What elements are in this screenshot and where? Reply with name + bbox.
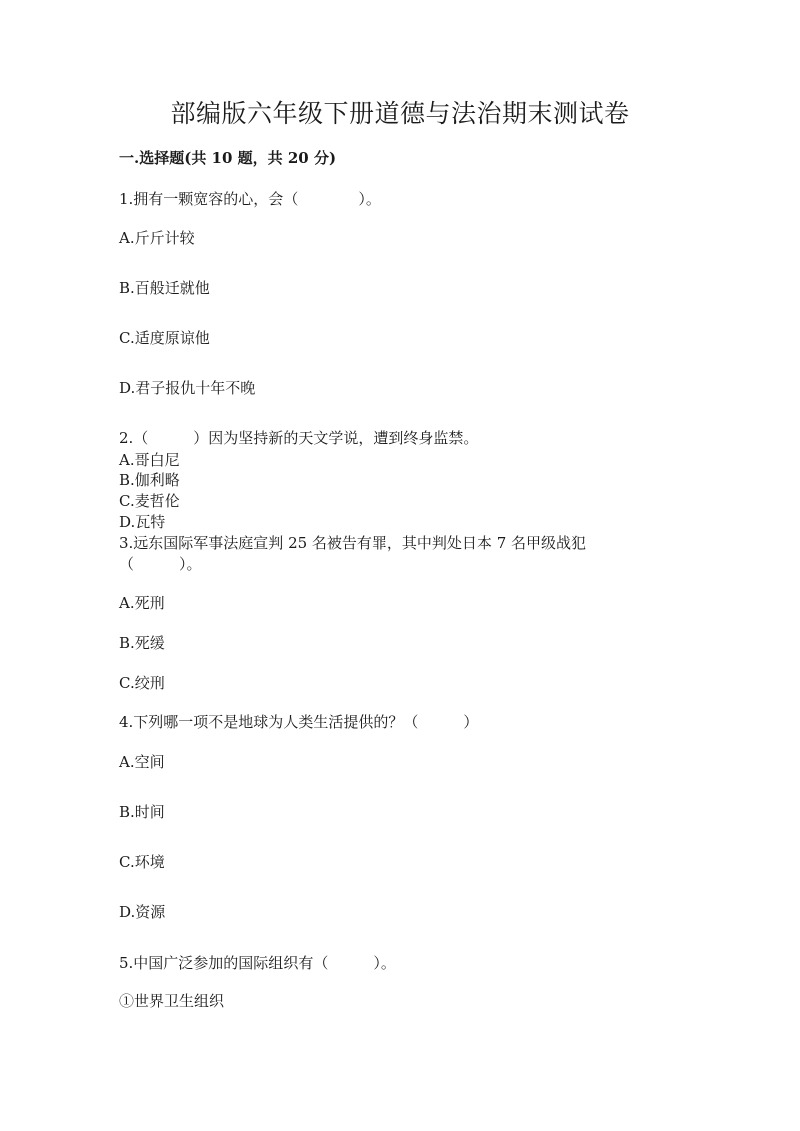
option-d: D.资源 xyxy=(119,903,166,921)
option-d: D.君子报仇十年不晚 xyxy=(119,379,256,397)
question-stem: 4.下列哪一项不是地球为人类生活提供的？（ ） xyxy=(119,713,479,731)
option-a: A.斤斤计较 xyxy=(119,229,195,247)
option-a: A.死刑 xyxy=(119,594,165,612)
option-b: B.死缓 xyxy=(119,634,165,652)
option-a: A.哥白尼 xyxy=(119,451,180,469)
document-title: 部编版六年级下册道德与法治期末测试卷 xyxy=(170,99,630,128)
option-c: C.环境 xyxy=(119,853,165,871)
question-stem: 3.远东国际军事法庭宣判 25 名被告有罪，其中判处日本 7 名甲级战犯 xyxy=(119,534,587,552)
option-a: A.空间 xyxy=(119,753,165,771)
question-stem: 2.（ ）因为坚持新的天文学说，遭到终身监禁。 xyxy=(119,429,479,447)
option-c: C.绞刑 xyxy=(119,674,165,692)
section-heading: 一.选择题(共 10 题，共 20 分) xyxy=(119,149,337,167)
question-stem: 5.中国广泛参加的国际组织有（ ）。 xyxy=(119,954,396,972)
option-1: ①世界卫生组织 xyxy=(119,992,225,1010)
option-b: B.时间 xyxy=(119,803,165,821)
option-b: B.百般迁就他 xyxy=(119,279,210,297)
option-b: B.伽利略 xyxy=(119,471,180,489)
option-d: D.瓦特 xyxy=(119,513,166,531)
question-stem-continued: （ ）。 xyxy=(119,555,202,573)
option-c: C.适度原谅他 xyxy=(119,329,210,347)
question-stem: 1.拥有一颗宽容的心，会（ ）。 xyxy=(119,190,381,208)
option-c: C.麦哲伦 xyxy=(119,492,180,510)
